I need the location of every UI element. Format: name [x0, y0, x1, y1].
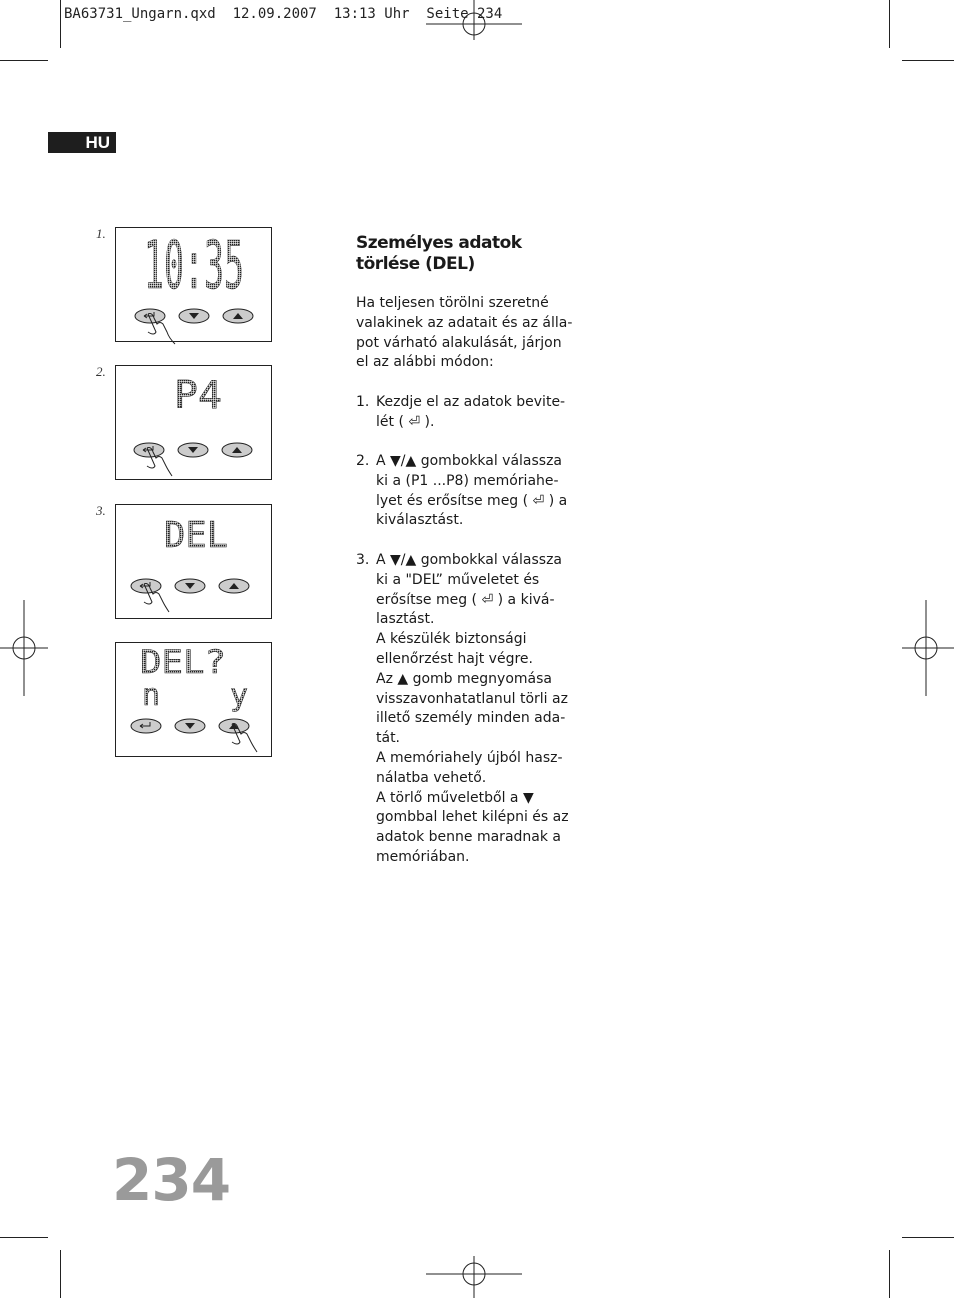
display-panel-3 — [115, 504, 272, 619]
crop-mark — [889, 1250, 890, 1298]
text-line: kiválasztást. — [376, 512, 464, 529]
crop-mark — [60, 1250, 61, 1298]
text-line: tát. — [376, 730, 401, 747]
text-line: visszavonhatatlanul törli az — [376, 690, 568, 707]
crop-mark — [902, 60, 954, 61]
registration-mark-right — [902, 600, 954, 696]
registration-mark-top — [426, 0, 522, 40]
item-number: 3. — [356, 552, 370, 568]
text-line: Kezdje el az adatok bevite- — [376, 394, 566, 410]
lcd-text-yes: y — [230, 678, 249, 713]
crop-mark — [902, 1237, 954, 1238]
text-line: ellenőrzést hajt végre. — [376, 650, 533, 667]
text-line: nálatba vehető. — [376, 769, 487, 786]
return-key-icon — [131, 579, 161, 593]
return-key-icon — [131, 719, 161, 733]
down-triangle-icon — [175, 719, 205, 733]
return-key-icon — [135, 309, 165, 323]
crop-mark — [60, 0, 61, 48]
item-number: 2. — [356, 453, 370, 469]
up-triangle-icon — [219, 579, 249, 593]
text-line: A ▼/▲ gombokkal válassza — [376, 453, 563, 469]
lcd-text: 10:35 — [144, 227, 244, 304]
text-line: Az ▲ gomb megnyomása — [376, 670, 552, 687]
down-triangle-icon — [178, 443, 208, 457]
title-line: Személyes adatok — [356, 233, 522, 253]
text-line: ki a "DEL” műveletet és — [376, 571, 540, 588]
intro-paragraph — [356, 294, 578, 373]
text-line: lét ( ⏎ ). — [376, 413, 435, 430]
text-line: valakinek az adatait és az álla- — [356, 314, 573, 331]
text-line: el az alábbi módon: — [356, 354, 494, 371]
step-label: 1. — [96, 226, 106, 241]
display-panel-4 — [115, 642, 272, 757]
text-line: gombbal lehet kilépni és az — [376, 809, 569, 826]
display-panel-1 — [115, 227, 272, 342]
text-line: adatok benne maradnak a — [376, 829, 561, 846]
up-triangle-icon — [223, 309, 253, 323]
down-triangle-icon — [175, 579, 205, 593]
text-line: lasztást. — [376, 611, 435, 628]
text-line: A ▼/▲ gombokkal válassza — [376, 552, 563, 568]
text-line: Ha teljesen törölni szeretné — [356, 295, 549, 311]
lcd-text-no: n — [142, 678, 161, 713]
return-key-icon — [134, 443, 164, 457]
display-panel-2 — [115, 365, 272, 480]
title-line: törlése (DEL) — [356, 254, 475, 274]
page-number: 234 — [112, 1146, 231, 1214]
text-line: A memóriahely újból hasz- — [376, 749, 563, 766]
text-line: A készülék biztonsági — [376, 631, 527, 648]
step-label: 2. — [96, 364, 106, 379]
lcd-text: P4 — [174, 373, 222, 417]
crop-mark — [0, 60, 48, 61]
text-line: A törlő műveletből a ▼ — [376, 789, 534, 806]
crop-mark — [889, 0, 890, 48]
lcd-text: DEL — [164, 515, 228, 556]
file-slug: BA63731_Ungarn.qxd 12.09.2007 13:13 Uhr Seite 234 — [64, 6, 503, 22]
registration-mark-left — [0, 600, 48, 696]
up-triangle-icon — [222, 443, 252, 457]
text-line: ki a (P1 ...P8) memóriahe- — [376, 472, 559, 489]
button-row — [116, 228, 271, 341]
language-label: HU — [85, 133, 110, 152]
registration-mark-bottom — [426, 1256, 522, 1298]
step-label: 3. — [96, 503, 106, 518]
up-triangle-icon — [219, 719, 249, 733]
text-line: memóriában. — [376, 848, 470, 865]
text-line: pot várható alakulását, járjon — [356, 334, 562, 351]
text-line: illető személy minden ada- — [376, 710, 566, 727]
language-tab — [48, 132, 116, 153]
crop-mark — [0, 1237, 48, 1238]
lcd-text: DEL? — [140, 643, 226, 681]
down-triangle-icon — [179, 309, 209, 323]
text-line: erősítse meg ( ⏎ ) a kivá- — [376, 591, 555, 608]
text-line: lyet és erősítse meg ( ⏎ ) a — [376, 492, 568, 509]
item-number: 1. — [356, 394, 370, 410]
section-title — [356, 233, 596, 275]
